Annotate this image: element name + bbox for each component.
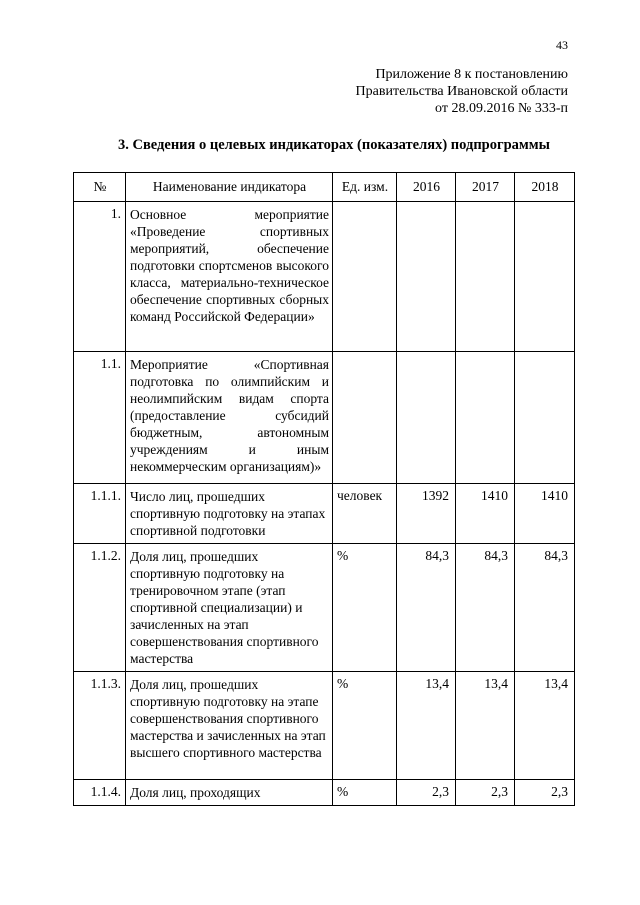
row-unit [333,202,397,352]
header-year-2018: 2018 [515,173,575,202]
row-unit [333,352,397,484]
row-value-2018: 13,4 [515,672,575,780]
row-number: 1.1.1. [74,484,126,544]
header-number: № [74,173,126,202]
row-value-2017: 2,3 [456,780,515,806]
appendix-line-3: от 28.09.2016 № 333-п [435,101,568,116]
row-number: 1.1.3. [74,672,126,780]
row-value-2016: 1392 [397,484,456,544]
row-unit: % [333,672,397,780]
row-unit: человек [333,484,397,544]
row-indicator-name: Основное мероприятие «Проведение спортивных мероприятий, обеспечение подготовки спортсменов высокого класса, материально-техническое обеспечение спортивных сборных команд Российской Федерации» [126,202,333,352]
row-value-2017: 84,3 [456,544,515,672]
row-value-2016 [397,352,456,484]
header-year-2016: 2016 [397,173,456,202]
table-row [74,484,575,544]
page-number: 43 [556,38,568,52]
row-number: 1.1. [74,352,126,484]
table-row [74,672,575,780]
row-number: 1. [74,202,126,352]
row-number: 1.1.2. [74,544,126,672]
row-value-2018 [515,202,575,352]
row-value-2016: 2,3 [397,780,456,806]
row-value-2017: 13,4 [456,672,515,780]
row-value-2017 [456,202,515,352]
row-indicator-name: Доля лиц, проходящих [126,780,333,806]
row-value-2016: 84,3 [397,544,456,672]
row-indicator-name: Мероприятие «Спортивная подготовка по олимпийским и неолимпийским видам спорта (предоставление субсидий бюджетным, автономным учреждениям и иным некоммерческим организациям)» [126,352,333,484]
row-value-2018: 1410 [515,484,575,544]
row-value-2018: 2,3 [515,780,575,806]
section-title: 3. Сведения о целевых индикаторах (показателях) подпрограммы [118,137,550,153]
table-row [74,352,575,484]
row-indicator-name: Доля лиц, прошедших спортивную подготовку на этапе совершенствования спортивного мастерства и зачисленных на этап высшего спортивного мастерства [126,672,333,780]
row-value-2018 [515,352,575,484]
header-indicator-name: Наименование индикатора [126,173,333,202]
header-unit: Ед. изм. [333,173,397,202]
table-header-row [74,173,575,202]
row-indicator-name: Число лиц, прошедших спортивную подготовку на этапах спортивной подготовки [126,484,333,544]
appendix-line-1: Приложение 8 к постановлению [375,67,568,82]
table-row [74,544,575,672]
row-number: 1.1.4. [74,780,126,806]
row-value-2016: 13,4 [397,672,456,780]
table-row [74,202,575,352]
appendix-reference [356,66,568,117]
header-year-2017: 2017 [456,173,515,202]
row-value-2017: 1410 [456,484,515,544]
row-unit: % [333,780,397,806]
row-value-2016 [397,202,456,352]
indicators-table [73,172,575,806]
row-indicator-name: Доля лиц, прошедших спортивную подготовку на тренировочном этапе (этап спортивной специализации) и зачисленных на этап совершенствования спортивного мастерства [126,544,333,672]
row-value-2017 [456,352,515,484]
row-value-2018: 84,3 [515,544,575,672]
table-row [74,780,575,806]
row-unit: % [333,544,397,672]
appendix-line-2: Правительства Ивановской области [355,84,568,99]
